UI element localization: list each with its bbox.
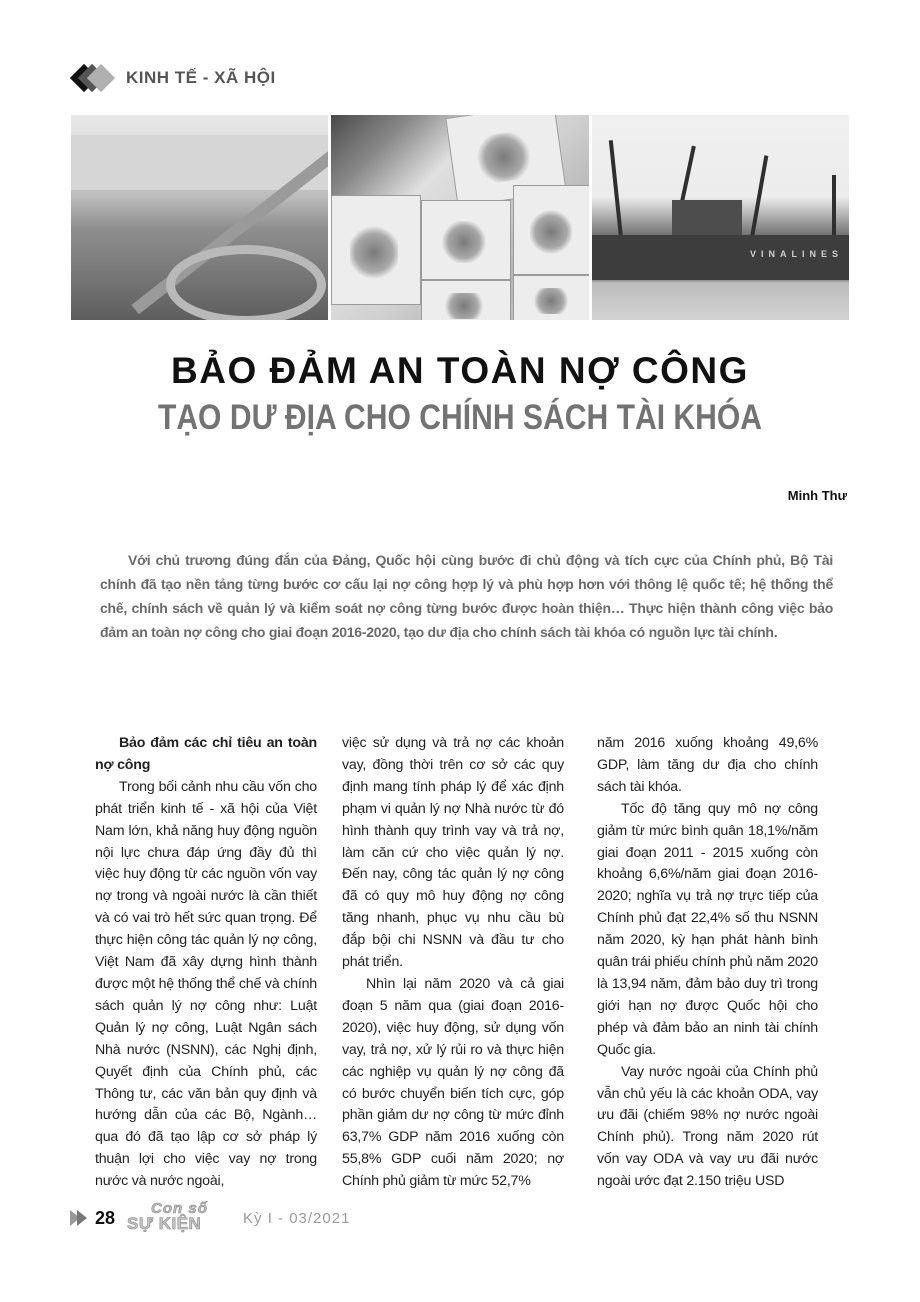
author-byline: Minh Thư (787, 488, 847, 503)
section-title: KINH TẾ - XÃ HỘI (126, 68, 276, 87)
magazine-logo-top: Con số (151, 1200, 208, 1217)
photo-strip (71, 115, 849, 320)
page-number: 28 (95, 1207, 116, 1228)
page-footer (70, 1202, 350, 1234)
lead-paragraph (100, 548, 833, 644)
magazine-logo (127, 1202, 239, 1234)
body-paragraph: Trong bối cảnh nhu cầu vốn cho phát triển kinh tế - xã hội của Việt Nam lớn, khả năng huy động nguồn nội lực chưa đáp ứng đầy đủ thì việc huy động từ các nguồn vốn vay nợ trong và ngoài nước là cần thiết và có vai trò hết sức quan trọng. Để thực hiện công tác quản lý nợ công, Việt Nam đã xây dựng hình thành được một hệ thống thể chế và chính sách quản lý nợ công như: Luật Quản lý nợ công, Luật Ngân sách Nhà nước (NSNN), các Nghị định, Quyết định của Chính phủ, các Thông tư, các văn bản quy định và hướng dẫn của các Bộ, Ngành… qua đó đã tạo lập cơ sở pháp lý thuận lợi cho việc vay nợ trong nước và nước ngoài, (95, 778, 317, 1190)
port-cranes-photo (592, 115, 849, 320)
section-header (70, 62, 276, 94)
body-paragraph: Tốc độ tăng quy mô nợ công giảm từ mức bình quân 18,1%/năm giai đoạn 2011 - 2015 xuống còn khoảng 6,6%/năm giai đoạn 2016-2020; nghĩa vụ trả nợ trực tiếp của Chính phủ đạt 22,4% số thu NSNN năm 2020, kỳ hạn phát hành bình quân trái phiếu chính phủ năm 2020 là 13,94 năm, đảm bảo duy trì trong giới hạn nợ được Quốc hội cho phép và đảm bảo an ninh tài chính Quốc gia. (597, 800, 818, 1058)
column-2 (342, 733, 564, 1193)
body-paragraph: Nhìn lại năm 2020 và cả giai đoạn 5 năm qua (giai đoạn 2016-2020), việc huy động, sử dụng vốn vay, trả nợ, xử lý rủi ro và thực hiện các nghiệp vụ quản lý nợ công đã có bước chuyển biến tích cực, góp phần giảm dư nợ công từ mức đỉnh 63,7% GDP năm 2016 xuống còn 55,8% GDP cuối năm 2020; nợ Chính phủ giảm từ mức 52,7% (342, 975, 564, 1190)
body-paragraph: Vay nước ngoài của Chính phủ vẫn chủ yếu là các khoản ODA, vay ưu đãi (chiếm 98% nợ nước ngoài Chính phủ). Trong năm 2020 rút vốn vay ODA và vay ưu đãi nước ngoài ước đạt 2.150 triệu USD (597, 1063, 818, 1190)
body-paragraph: việc sử dụng và trả nợ các khoản vay, đồng thời trên cơ sở các quy định mang tính pháp lý để xác định phạm vi quản lý nợ Nhà nước từ đó hình thành quy trình vay và trả nợ, làm căn cứ cho việc quản lý nợ. Đến nay, công tác quản lý nợ công đã có quy mô huy động nợ công tăng nhanh, phục vụ nhu cầu bù đắp bội chi NSNN và đầu tư cho phát triển. (342, 735, 564, 971)
bridge-interchange-photo (71, 115, 328, 320)
layered-diamonds-icon (70, 64, 118, 92)
column-1 (95, 733, 317, 1193)
banknotes-photo (331, 115, 589, 320)
magazine-logo-bottom: SỰ KIỆN (127, 1214, 202, 1233)
double-arrow-icon (77, 1210, 87, 1226)
body-paragraph: năm 2016 xuống khoảng 49,6% GDP, làm tăng dư địa cho chính sách tài khóa. (597, 735, 818, 795)
subheading: Bảo đảm các chỉ tiêu an toàn nợ công (95, 735, 317, 773)
lead-text: Với chủ trương đúng đắn của Đảng, Quốc hội cùng bước đi chủ động và tích cực của Chính phủ, Bộ Tài chính đã tạo nền tảng từng bước cơ cấu lại nợ công hợp lý và phù hợp hơn với thông lệ quốc tế; hệ thống thể chế, chính sách về quản lý và kiểm soát nợ công từng bước được hoàn thiện… Thực hiện thành công việc bảo đảm an toàn nợ công cho giai đoạn 2016-2020, tạo dư địa cho chính sách tài khóa có nguồn lực tài chính. (100, 552, 833, 640)
ship-name-text: VINALINES (749, 249, 843, 259)
article-title: BẢO ĐẢM AN TOÀN NỢ CÔNG (171, 350, 749, 391)
issue-label: Kỳ I - 03/2021 (243, 1209, 351, 1227)
column-3 (597, 733, 818, 1193)
article-subtitle: TẠO DƯ ĐỊA CHO CHÍNH SÁCH TÀI KHÓA (157, 398, 763, 437)
